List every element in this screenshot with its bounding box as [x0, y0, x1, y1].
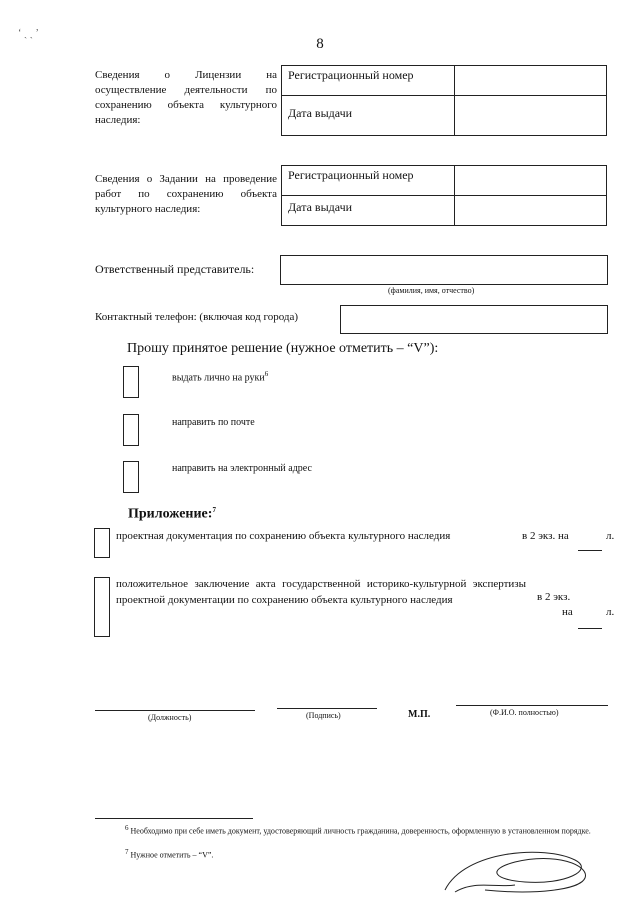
license-table [281, 65, 607, 136]
representative-field[interactable] [280, 255, 608, 285]
option-in-person-checkbox[interactable] [123, 366, 139, 398]
task-date-field[interactable] [455, 196, 607, 226]
license-label: Сведения о Лицензии на осуществление деятельности по сохранению объекта культурного наследия: [95, 69, 277, 126]
license-date-field[interactable] [455, 96, 607, 136]
position-caption: (Должность) [148, 713, 192, 722]
appendix-item-2-sheets-line[interactable] [578, 628, 602, 629]
appendix-item-2-copies: в 2 экз. [537, 591, 571, 603]
license-reg-field[interactable] [455, 66, 607, 96]
page-number: 8 [316, 36, 324, 52]
option-email-checkbox[interactable] [123, 461, 139, 493]
appendix-item-2-checkbox[interactable] [94, 577, 110, 637]
appendix-item-1-copies: в 2 экз. на [522, 530, 569, 542]
position-line[interactable] [95, 710, 255, 711]
phone-label: Контактный телефон: (включая код города) [95, 311, 299, 323]
option-email-label: направить на электронный адрес [172, 463, 312, 474]
appendix-item-1-unit: л. [606, 530, 615, 542]
option-mail-checkbox[interactable] [123, 414, 139, 446]
decision-title: Прошу принятое решение (нужное отметить – “V”): [127, 341, 439, 356]
task-reg-field[interactable] [455, 166, 607, 196]
signature-caption: (Подпись) [306, 711, 341, 720]
appendix-item-1-sheets-line[interactable] [578, 550, 602, 551]
appendix-item-2-on: на [562, 606, 573, 618]
appendix-title: Приложение:$^7$ [128, 506, 216, 522]
task-reg-label: Регистрационный номер [282, 166, 455, 196]
name-line[interactable] [456, 705, 608, 706]
license-date-label: Дата выдачи [282, 96, 455, 136]
phone-field[interactable] [340, 305, 608, 334]
option-in-person-label: выдать лично на руки$^6$ [172, 370, 269, 384]
appendix-item-2-text: положительное заключение акта государственной историко-культурной экспертизы проектной документации по сохранению объекта культурного наследия [116, 578, 526, 606]
scan-mark: ‘ ˎ ˏ ’ [18, 28, 39, 39]
footnote-7: $^7$ Нужное отметить – “V”. [125, 848, 214, 860]
appendix-item-2-unit: л. [606, 606, 615, 618]
option-mail-label: направить по почте [172, 417, 255, 428]
footnote-separator [95, 818, 253, 819]
handwritten-signature [425, 840, 605, 900]
representative-label: Ответственный представитель: [95, 262, 255, 276]
appendix-item-1-checkbox[interactable] [94, 528, 110, 558]
appendix-item-1-text: проектная документация по сохранению объекта культурного наследия [116, 530, 451, 542]
task-table [281, 165, 607, 226]
task-label: Сведения о Задании на проведение работ по сохранению объекта культурного наследия: [95, 173, 277, 215]
footnote-6: $^6$ Необходимо при себе иметь документ, удостоверяющий личность гражданина, доверенность, оформленную в установленном порядке. [125, 824, 591, 836]
signature-line[interactable] [277, 708, 377, 709]
seal-label: М.П. [408, 709, 431, 720]
name-caption: (Ф.И.О. полностью) [490, 708, 559, 717]
license-reg-label: Регистрационный номер [282, 66, 455, 96]
representative-caption: (фамилия, имя, отчество) [388, 286, 475, 295]
task-date-label: Дата выдачи [282, 196, 455, 226]
